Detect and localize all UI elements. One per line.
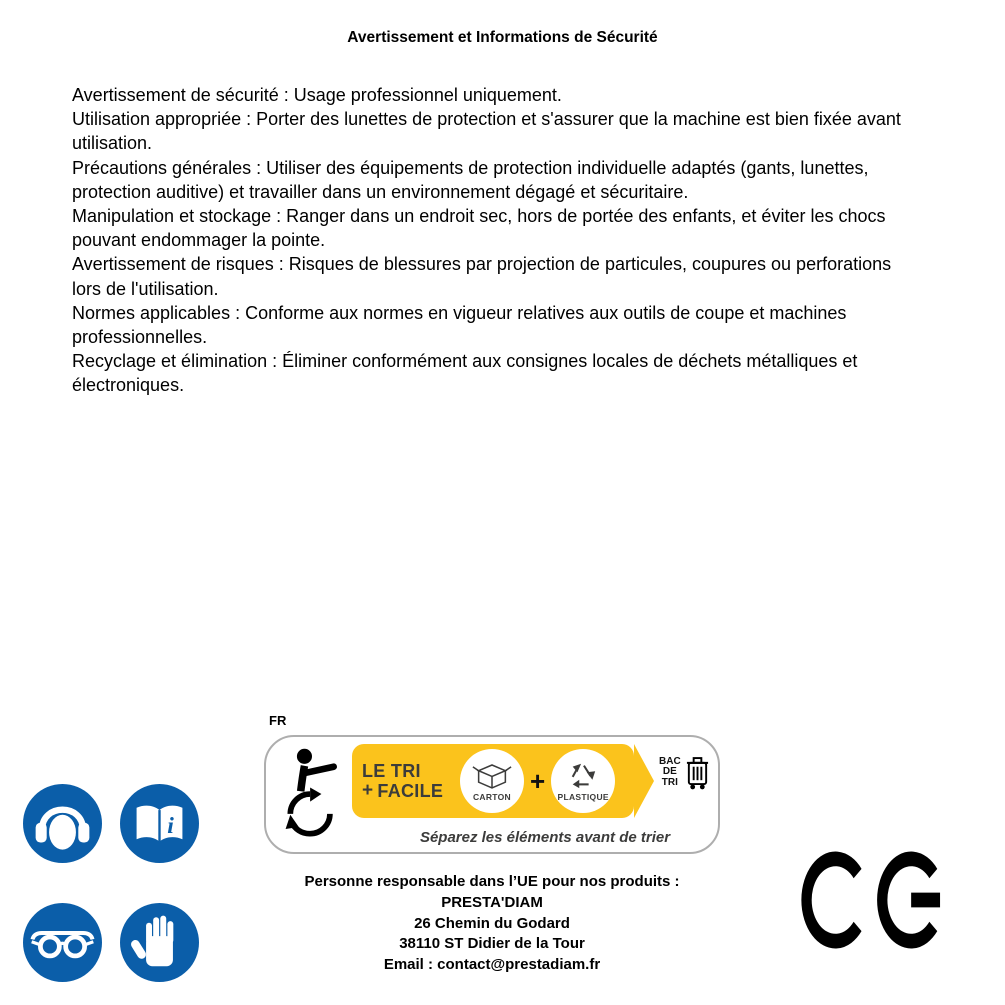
safety-paragraph: Manipulation et stockage : Ranger dans un endroit sec, hors de portée des enfants, et éviter les chocs pouvant endommager la pointe. xyxy=(72,206,886,251)
company-name: PRESTA'DIAM xyxy=(441,893,543,911)
triman-recycling-icon xyxy=(279,746,345,844)
plastique-material-badge xyxy=(551,749,615,813)
contact-email: Email : contact@prestadiam.fr xyxy=(383,956,601,974)
safety-text-block xyxy=(72,83,924,398)
sorting-bin-icon xyxy=(685,755,710,790)
eye-protection-required-icon xyxy=(23,903,102,982)
plus-separator: + xyxy=(530,765,546,796)
plus-sign: + xyxy=(362,780,374,801)
bac-de-tri-badge xyxy=(659,755,710,790)
page-title: Avertissement et Informations de Sécurité xyxy=(347,29,658,46)
plastique-label: PLASTIQUE xyxy=(557,792,609,802)
sorting-instruction: Séparez les éléments avant de trier xyxy=(419,829,671,846)
ce-marking-icon xyxy=(801,851,949,949)
cardboard-box-icon xyxy=(471,761,513,790)
safety-paragraph: Précautions générales : Utiliser des équipements de protection individuelle adaptés (gants, lunettes, protection auditive) et travailler dans un environnement dégagé et sécuritaire. xyxy=(72,157,869,202)
carton-label: CARTON xyxy=(472,791,511,802)
safety-paragraph: Avertissement de sécurité : Usage professionnel uniquement. xyxy=(72,85,562,105)
protective-gloves-required-icon xyxy=(120,903,199,982)
responsible-person-block xyxy=(264,872,720,976)
recycling-triangle-icon xyxy=(566,760,600,790)
tri-facile-line2: FACILE xyxy=(377,781,444,801)
ear-protection-required-icon xyxy=(23,784,102,863)
carton-material-badge xyxy=(460,749,524,813)
tri-facile-line1: LE TRI xyxy=(362,761,421,781)
tri-facile-wordmark xyxy=(362,761,454,801)
safety-paragraph: Avertissement de risques : Risques de blessures par projection de particules, coupures ou perforations lors de l'utilisation. xyxy=(72,254,892,299)
triman-sorting-banner xyxy=(264,735,720,854)
svg-text:i: i xyxy=(167,812,174,839)
country-code-label: FR xyxy=(269,713,287,728)
bac-de-tri-label: BAC DE TRI xyxy=(659,755,681,788)
tri-facile-yellow-band xyxy=(352,744,634,818)
responsible-intro: Personne responsable dans l’UE pour nos produits : xyxy=(304,873,680,890)
address-line-2: 38110 ST Didier de la Tour xyxy=(399,935,585,953)
read-manual-required-icon xyxy=(120,784,199,863)
address-line-1: 26 Chemin du Godard xyxy=(414,914,570,932)
safety-paragraph: Utilisation appropriée : Porter des lunettes de protection et s'assurer que la machine est bien fixée avant utilisation. xyxy=(72,109,901,154)
safety-paragraph: Recyclage et élimination : Éliminer conformément aux consignes locales de déchets métalliques et électroniques. xyxy=(72,351,858,396)
safety-paragraph: Normes applicables : Conforme aux normes en vigueur relatives aux outils de coupe et machines professionnelles. xyxy=(72,302,847,348)
